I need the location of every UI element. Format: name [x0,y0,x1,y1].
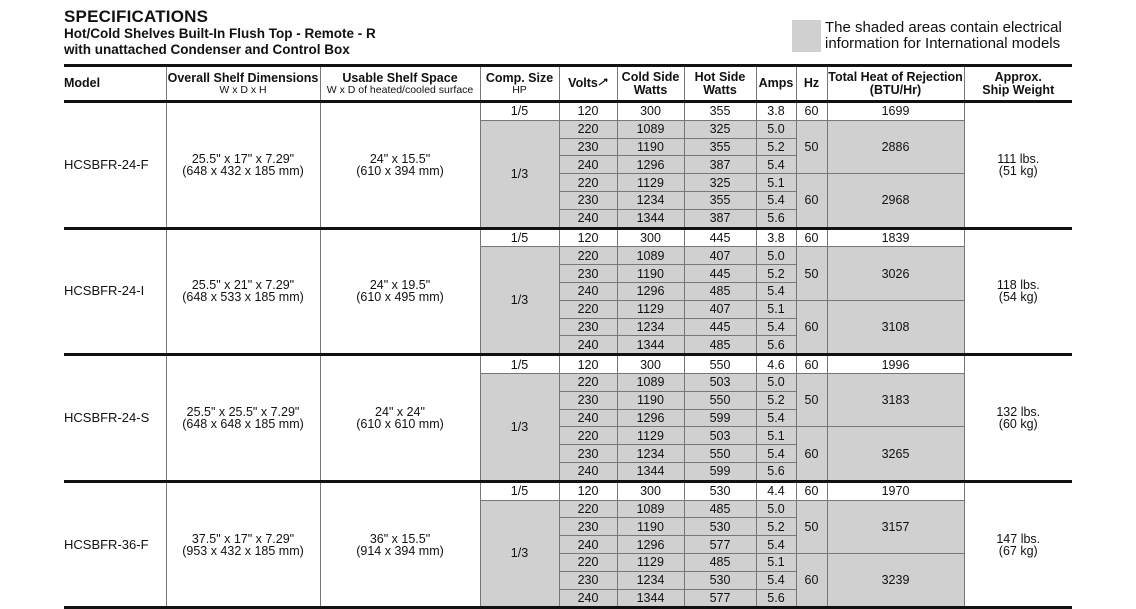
cold-watts-cell: 1190 [617,518,684,536]
overall-dimensions [166,481,320,608]
shading-legend [792,20,1062,52]
overall-inches: 37.5" x 17" x 7.29" [191,531,295,546]
cold-watts-cell: 1296 [617,156,684,174]
amps-cell: 5.6 [756,336,796,355]
col-ship-sub: Ship Weight [982,82,1055,97]
amps-cell: 5.1 [756,174,796,192]
hot-watts-cell: 445 [684,318,756,336]
hot-watts-cell: 407 [684,247,756,265]
cold-watts-cell: 1129 [617,427,684,445]
hz-cell: 50 [796,120,827,173]
heat-rejection-cell: 3239 [827,553,964,607]
comp-size-us: 1/5 [480,228,559,247]
amps-cell: 5.1 [756,553,796,571]
volts-cell: 120 [559,481,617,500]
volts-cell: 230 [559,571,617,589]
cold-watts-cell: 300 [617,228,684,247]
hot-watts-cell: 599 [684,462,756,481]
ship-weight [964,355,1072,482]
model-group [64,355,1072,482]
hot-watts-cell: 485 [684,282,756,300]
overall-dimensions [166,355,320,482]
cold-watts-cell: 1296 [617,282,684,300]
hot-watts-cell: 485 [684,336,756,355]
hot-watts-cell: 577 [684,536,756,554]
volts-cell: 230 [559,318,617,336]
col-model: Model [64,76,101,90]
comp-size-us: 1/5 [480,481,559,500]
col-cold-sub: Watts [633,82,668,97]
weight-lbs: 111 lbs. [997,151,1040,166]
col-overall-title: Overall Shelf Dimensions [167,70,319,85]
comp-size-intl: 1/3 [480,373,559,481]
usable-mm: (610 x 394 mm) [356,163,444,178]
amps-cell: 5.4 [756,409,796,427]
amps-cell: 5.4 [756,191,796,209]
heat-rejection-cell: 3157 [827,500,964,553]
hot-watts-cell: 485 [684,500,756,518]
col-hot-sub: Watts [703,82,737,97]
amps-cell: 5.2 [756,265,796,283]
heat-rejection-cell: 1970 [827,481,964,500]
hz-cell: 60 [796,553,827,607]
hz-cell: 60 [796,300,827,354]
hot-watts-cell: 599 [684,409,756,427]
cold-watts-cell: 1296 [617,409,684,427]
volts-cell: 220 [559,427,617,445]
col-heat-sub: (BTU/Hr) [869,82,922,97]
volts-cell: 120 [559,102,617,121]
overall-inches: 25.5" x 21" x 7.29" [191,278,295,293]
usable-mm: (610 x 610 mm) [356,416,444,431]
legend-text [825,20,1062,52]
comp-size-us: 1/5 [480,355,559,374]
cold-watts-cell: 1234 [617,571,684,589]
overall-inches: 25.5" x 25.5" x 7.29" [186,404,300,419]
overall-inches: 25.5" x 17" x 7.29" [191,151,295,166]
ship-weight [964,481,1072,608]
heat-rejection-cell: 2968 [827,174,964,228]
hz-cell: 60 [796,174,827,228]
model-group [64,481,1072,608]
col-usable-space [320,66,480,102]
volts-cell: 120 [559,355,617,374]
amps-cell: 5.0 [756,373,796,391]
hot-watts-cell: 550 [684,445,756,463]
subtitle-line-2: with unattached Condenser and Control Box [64,42,350,57]
amps-cell: 5.0 [756,247,796,265]
usable-space [320,102,480,229]
volts-cell: 220 [559,174,617,192]
comp-size-intl: 1/3 [480,247,559,355]
overall-mm: (953 x 432 x 185 mm) [182,543,304,558]
heat-rejection-cell: 1699 [827,102,964,121]
amps-cell: 5.2 [756,138,796,156]
heat-rejection-cell: 3108 [827,300,964,354]
hot-watts-cell: 550 [684,355,756,374]
col-volts [559,66,617,102]
cold-watts-cell: 1129 [617,553,684,571]
cold-watts-cell: 1129 [617,300,684,318]
heat-rejection-cell: 1839 [827,228,964,247]
hot-watts-cell: 485 [684,553,756,571]
volts-cell: 220 [559,553,617,571]
volts-cell: 240 [559,209,617,228]
model-group [64,102,1072,229]
hz-cell: 60 [796,102,827,121]
cold-watts-cell: 1344 [617,462,684,481]
col-amps: Amps [756,66,796,102]
col-overall-sub: W x D x H [219,83,267,96]
weight-kg: (67 kg) [998,543,1038,558]
hot-watts-cell: 355 [684,191,756,209]
overall-mm: (648 x 648 x 185 mm) [182,416,304,431]
amps-cell: 5.0 [756,120,796,138]
legend-line-2: information for International models [825,35,1061,52]
col-hot-title: Hot Side [694,69,746,84]
volts-cell: 230 [559,518,617,536]
volts-cell: 240 [559,589,617,608]
model-name: HCSBFR-24-I [64,228,166,355]
hz-cell: 60 [796,427,827,481]
volts-cell: 220 [559,247,617,265]
amps-cell: 3.8 [756,228,796,247]
volts-cell: 240 [559,536,617,554]
comp-size-us: 1/5 [480,102,559,121]
amps-cell: 5.6 [756,589,796,608]
cold-watts-cell: 1089 [617,500,684,518]
ship-weight [964,102,1072,229]
spec-table [64,64,1072,609]
heat-rejection-cell: 3183 [827,373,964,426]
volts-cell: 220 [559,300,617,318]
volts-cell: 240 [559,409,617,427]
usable-inches: 24" x 24" [375,404,425,419]
volts-cell: 230 [559,191,617,209]
heat-rejection-cell: 3026 [827,247,964,300]
cold-watts-cell: 1234 [617,191,684,209]
hz-cell: 60 [796,355,827,374]
comp-size-intl: 1/3 [480,500,559,608]
usable-space [320,355,480,482]
volts-cell: 240 [559,462,617,481]
hz-cell: 60 [796,481,827,500]
cold-watts-cell: 1234 [617,445,684,463]
table-row [64,481,1072,500]
col-cold-title: Cold Side [621,69,680,84]
hz-cell: 50 [796,373,827,426]
overall-dimensions [166,102,320,229]
amps-cell: 5.0 [756,500,796,518]
cold-watts-cell: 1190 [617,138,684,156]
col-usable-sub: W x D of heated/cooled surface [326,83,474,96]
hot-watts-cell: 577 [684,589,756,608]
usable-space [320,228,480,355]
amps-cell: 5.4 [756,318,796,336]
cold-watts-cell: 1129 [617,174,684,192]
cold-watts-cell: 1234 [617,318,684,336]
comp-size-intl: 1/3 [480,120,559,228]
heat-rejection-cell: 2886 [827,120,964,173]
model-name: HCSBFR-24-F [64,102,166,229]
usable-inches: 24" x 19.5" [369,278,431,293]
spec-header [64,8,376,58]
hot-watts-cell: 325 [684,120,756,138]
heat-rejection-cell: 3265 [827,427,964,481]
col-comp-size [480,66,559,102]
amps-cell: 4.4 [756,481,796,500]
table-row [64,355,1072,374]
cold-watts-cell: 1296 [617,536,684,554]
cold-watts-cell: 1089 [617,247,684,265]
amps-cell: 5.4 [756,282,796,300]
hot-watts-cell: 530 [684,518,756,536]
volts-cell: 230 [559,391,617,409]
cold-watts-cell: 1089 [617,120,684,138]
hot-watts-cell: 550 [684,391,756,409]
usable-inches: 24" x 15.5" [369,151,431,166]
cold-watts-cell: 1089 [617,373,684,391]
hot-watts-cell: 387 [684,156,756,174]
hot-watts-cell: 530 [684,481,756,500]
ship-weight [964,228,1072,355]
overall-mm: (648 x 533 x 185 mm) [182,290,304,305]
weight-kg: (54 kg) [998,290,1038,305]
amps-cell: 4.6 [756,355,796,374]
table-row [64,102,1072,121]
subtitle-line-1: Hot/Cold Shelves Built-In Flush Top - Remote - R [64,26,376,41]
volts-cell: 240 [559,156,617,174]
amps-cell: 3.8 [756,102,796,121]
amps-cell: 5.6 [756,209,796,228]
model-name: HCSBFR-24-S [64,355,166,482]
col-comp-sub: HP [512,83,527,96]
model-name: HCSBFR-36-F [64,481,166,608]
usable-inches: 36" x 15.5" [369,531,431,546]
col-ship-weight [964,66,1072,102]
volts-cell: 240 [559,336,617,355]
hot-watts-cell: 445 [684,228,756,247]
cold-watts-cell: 300 [617,102,684,121]
amps-cell: 5.4 [756,156,796,174]
heat-rejection-cell: 1996 [827,355,964,374]
hot-watts-cell: 325 [684,174,756,192]
hz-cell: 50 [796,500,827,553]
cold-watts-cell: 1190 [617,265,684,283]
cold-watts-cell: 300 [617,481,684,500]
hot-watts-cell: 503 [684,373,756,391]
hot-watts-cell: 355 [684,102,756,121]
amps-cell: 5.2 [756,518,796,536]
legend-swatch [792,20,821,52]
col-heat-rejection [827,66,964,102]
weight-lbs: 132 lbs. [996,404,1041,419]
overall-dimensions [166,228,320,355]
hot-watts-cell: 503 [684,427,756,445]
usable-mm: (610 x 495 mm) [356,290,444,305]
cold-watts-cell: 1344 [617,336,684,355]
amps-cell: 5.1 [756,300,796,318]
volts-cell: 240 [559,282,617,300]
amps-cell: 5.2 [756,391,796,409]
weight-kg: (51 kg) [998,163,1038,178]
header-row [64,66,1072,102]
amps-cell: 5.4 [756,445,796,463]
weight-lbs: 118 lbs. [996,278,1040,293]
col-cold-side [617,66,684,102]
col-ship-title: Approx. [994,69,1042,84]
legend-line-1: The shaded areas contain electrical [825,19,1062,36]
volts-cell: 230 [559,265,617,283]
cold-watts-cell: 300 [617,355,684,374]
weight-kg: (60 kg) [998,416,1038,431]
amps-cell: 5.6 [756,462,796,481]
volts-cell: 230 [559,138,617,156]
amps-cell: 5.4 [756,571,796,589]
hz-cell: 60 [796,228,827,247]
cold-watts-cell: 1344 [617,209,684,228]
col-hz: Hz [796,66,827,102]
col-overall-dimensions [166,66,320,102]
model-group [64,228,1072,355]
cold-watts-cell: 1344 [617,589,684,608]
hot-watts-cell: 355 [684,138,756,156]
voltage-symbol-icon [598,77,608,87]
amps-cell: 5.1 [756,427,796,445]
col-usable-title: Usable Shelf Space [342,70,458,85]
volts-cell: 220 [559,373,617,391]
usable-mm: (914 x 394 mm) [356,543,444,558]
volts-cell: 120 [559,228,617,247]
amps-cell: 5.4 [756,536,796,554]
col-heat-title: Total Heat of Rejection [828,69,963,84]
overall-mm: (648 x 432 x 185 mm) [182,163,304,178]
weight-lbs: 147 lbs. [996,531,1041,546]
page-title: SPECIFICATIONS [64,7,209,26]
col-hot-side [684,66,756,102]
hot-watts-cell: 387 [684,209,756,228]
col-volts-label: Volts [568,76,598,90]
hot-watts-cell: 407 [684,300,756,318]
volts-cell: 220 [559,120,617,138]
hot-watts-cell: 530 [684,571,756,589]
hot-watts-cell: 445 [684,265,756,283]
cold-watts-cell: 1190 [617,391,684,409]
hz-cell: 50 [796,247,827,300]
volts-cell: 220 [559,500,617,518]
volts-cell: 230 [559,445,617,463]
col-comp-title: Comp. Size [485,70,554,85]
usable-space [320,481,480,608]
table-row [64,228,1072,247]
